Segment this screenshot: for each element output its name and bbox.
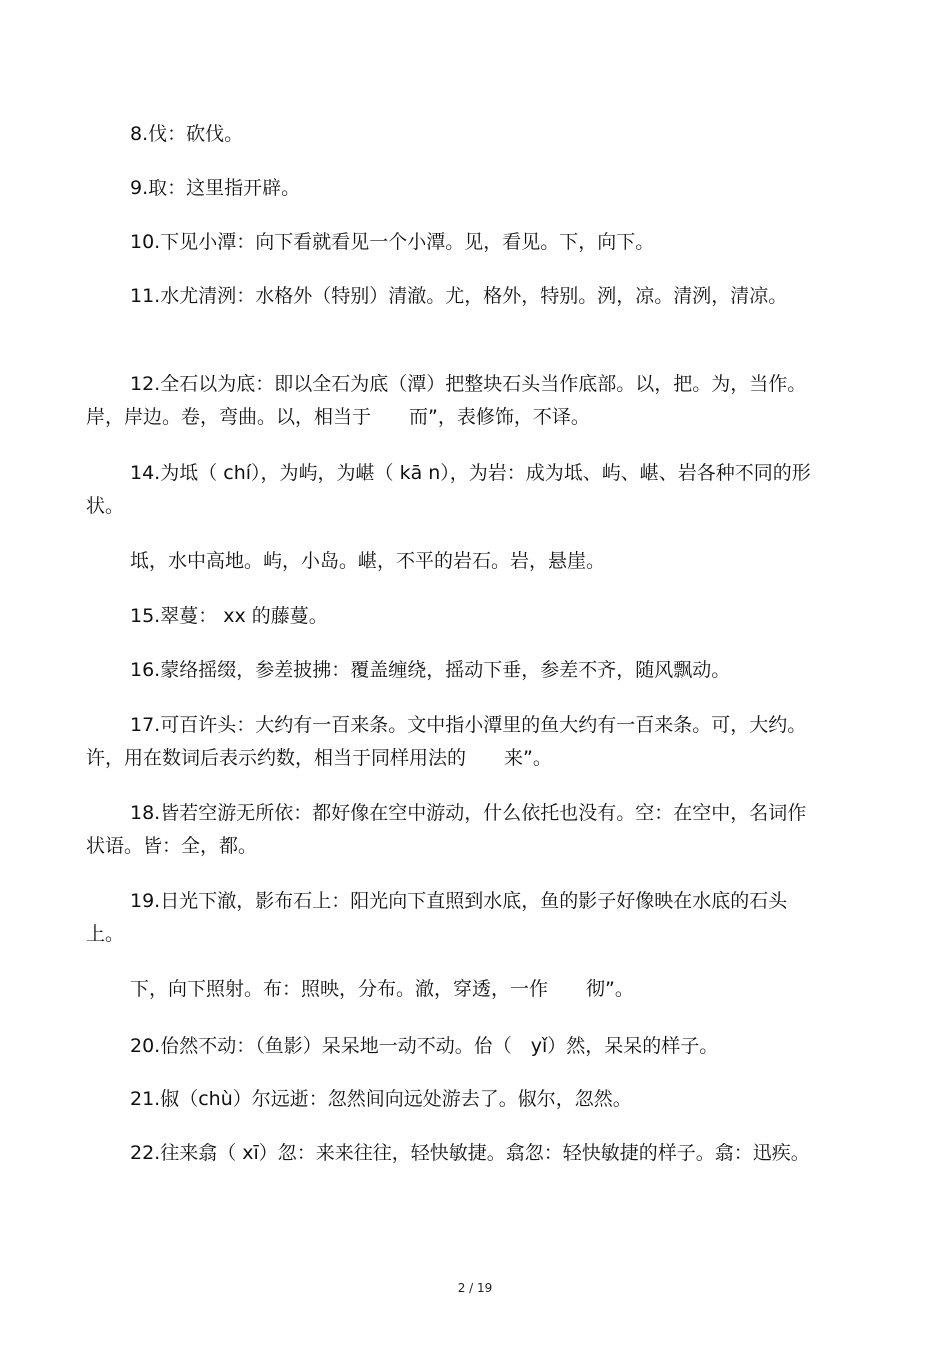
paragraph-14: 14.为坻（ chí），为屿，为嵁（ kā n），为岩：成为坻、屿、嵁、岩各种不同的形状。 — [86, 462, 811, 517]
paragraph-16: 16.蒙络摇缀，参差披拂：覆盖缠绕，摇动下垂，参差不齐，随风飘动。 — [130, 659, 731, 681]
paragraph-19-cont: 下，向下照射。布：照映，分布。澈，穿透，一作 彻”。 — [130, 978, 634, 1000]
page-number: 2 / 19 — [457, 1281, 493, 1295]
paragraph-12: 12.全石以为底：即以全石为底（潭）把整块石头当作底部。以，把。为，当作。岸，岸边。卷，弯曲。以，相当于 而”，表修饰，不译。 — [86, 373, 807, 428]
paragraph-21: 21.俶（chù）尔远逝：忽然间向远处游去了。俶尔，忽然。 — [130, 1088, 632, 1110]
paragraph-17: 17.可百许头：大约有一百来条。文中指小潭里的鱼大约有一百来条。可，大约。许，用在数词后表示约数，相当于同样用法的 来”。 — [86, 714, 807, 769]
paragraph-15: 15.翠蔓： xx 的藤蔓。 — [130, 605, 328, 627]
paragraph-18: 18.皆若空游无所依：都好像在空中游动，什么依托也没有。空：在空中，名词作状语。皆：全，都。 — [86, 802, 807, 857]
paragraph-8: 8.伐：砍伐。 — [130, 123, 244, 145]
paragraph-9: 9.取：这里指开辟。 — [130, 177, 301, 199]
paragraph-11: 11.水尤清洌：水格外（特别）清澈。尤，格外，特别。洌，凉。清洌，清凉。 — [130, 285, 788, 307]
paragraph-10: 10.下见小潭：向下看就看见一个小潭。见，看见。下，向下。 — [130, 231, 655, 253]
paragraph-22: 22.往来翕（ xī）忽：来来往往，轻快敏捷。翕忽：轻快敏捷的样子。翕：迅疾。 — [130, 1142, 810, 1164]
paragraph-14-cont: 坻，水中高地。屿，小岛。嵁，不平的岩石。岩，悬崖。 — [130, 550, 606, 572]
paragraph-19: 19.日光下澈，影布石上：阳光向下直照到水底，鱼的影子好像映在水底的石头上。 — [86, 890, 788, 945]
paragraph-20: 20.佁然不动：（鱼影）呆呆地一动不动。佁（ yǐ）然，呆呆的样子。 — [130, 1035, 719, 1057]
